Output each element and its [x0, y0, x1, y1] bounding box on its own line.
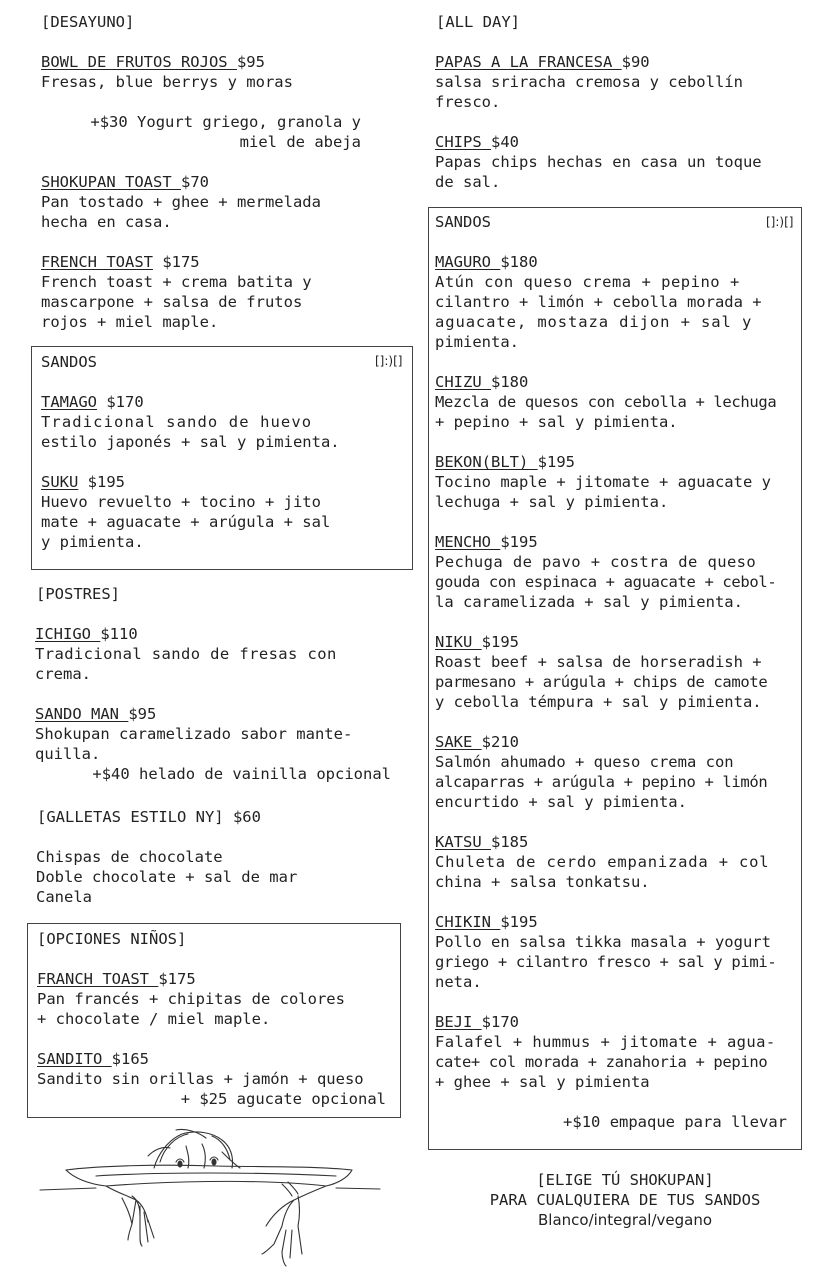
item-desc: Falafel + hummus + jitomate + agua-: [435, 1033, 776, 1051]
item-desc: Pan tostado + ghee + mermelada: [41, 193, 321, 211]
item-desc: neta.: [435, 973, 482, 991]
item-price: $110: [100, 625, 138, 643]
item-extra: +$40 helado de vainilla opcional: [92, 765, 391, 783]
item-price: $165: [111, 1050, 149, 1068]
menu-item-title: [37, 969, 196, 989]
menu-item-title: [435, 132, 519, 152]
menu-item-title: [41, 392, 144, 412]
item-name: FRENCH TOAST: [41, 253, 153, 271]
item-desc: fresco.: [435, 93, 501, 111]
item-desc: Tradicional sando de huevo: [41, 413, 313, 431]
item-desc: alcaparras + arúgula + pepino + limón: [435, 773, 768, 791]
takeaway-note: +$10 empaque para llevar: [563, 1113, 787, 1131]
item-price: $195: [500, 533, 538, 551]
item-desc: + ghee + sal y pimienta: [435, 1073, 650, 1091]
menu-item-title: [41, 52, 265, 72]
item-desc: rojos + miel maple.: [41, 313, 219, 331]
item-desc: salsa sriracha cremosa y cebollín: [435, 73, 743, 91]
desserts-header: [POSTRES]: [36, 585, 120, 603]
menu-item-title: [435, 252, 538, 272]
item-price: $180: [491, 373, 529, 391]
item-desc: Pollo en salsa tikka masala + yogurt: [435, 933, 771, 951]
item-price: $95: [236, 53, 265, 71]
item-name: KATSU: [435, 833, 491, 851]
menu-item-title: [435, 632, 519, 652]
item-price: $90: [621, 53, 650, 71]
item-desc: mate + aguacate + arúgula + sal: [41, 513, 331, 531]
item-desc: encurtido + sal y pimienta.: [435, 793, 687, 811]
item-desc: Tocino maple + jitomate + aguacate y: [435, 473, 771, 491]
item-price: $170: [97, 393, 144, 411]
item-desc: griego + cilantro fresco + sal y pimi-: [435, 953, 777, 971]
item-name: MAGURO: [435, 253, 501, 271]
bread-choice-subtitle: PARA CUALQUIERA DE TUS SANDOS: [489, 1191, 761, 1209]
item-extra: miel de abeja: [239, 133, 361, 151]
item-desc: Roast beef + salsa de horseradish +: [435, 653, 762, 671]
item-desc: parmesano + arúgula + chips de camote: [435, 673, 768, 691]
item-desc: cate+ col morada + zanahoria + pepino: [435, 1053, 768, 1071]
sandos-header: SANDOS: [435, 213, 491, 231]
menu-item-title: [35, 704, 156, 724]
item-desc: mascarpone + salsa de frutos: [41, 293, 303, 311]
item-desc: y cebolla témpura + sal y pimienta.: [435, 693, 762, 711]
item-desc: Sandito sin orillas + jamón + queso: [37, 1070, 364, 1088]
item-price: $95: [128, 705, 157, 723]
item-name: MENCHO: [435, 533, 501, 551]
item-desc: Fresas, blue berrys y moras: [41, 73, 293, 91]
menu-item-title: [435, 832, 528, 852]
item-desc: estilo japonés + sal y pimienta.: [41, 433, 340, 451]
item-name: SANDITO: [37, 1050, 112, 1068]
menu-item-title: [435, 52, 650, 72]
menu-item-title: [435, 912, 538, 932]
item-desc: la caramelizada + sal y pimienta.: [435, 593, 743, 611]
item-name: CHIKIN: [435, 913, 501, 931]
sandos-header: SANDOS: [41, 353, 97, 371]
item-desc: crema.: [35, 665, 91, 683]
item-desc: Shokupan caramelizado sabor mante-: [35, 725, 353, 743]
item-desc: aguacate, mostaza dijon + sal y: [435, 313, 753, 331]
item-desc: + pepino + sal y pimienta.: [435, 413, 678, 431]
item-name: SHOKUPAN TOAST: [41, 173, 181, 191]
bread-choice-options: Blanco/integral/vegano: [537, 1211, 713, 1229]
item-name: BEKON(BLT): [435, 453, 538, 471]
cookies-header: [GALLETAS ESTILO NY] $60: [37, 808, 261, 826]
item-desc: Mezcla de quesos con cebolla + lechuga: [435, 393, 777, 411]
item-name: TAMAGO: [41, 393, 97, 411]
item-desc: y pimienta.: [41, 533, 144, 551]
item-name: ICHIGO: [35, 625, 101, 643]
item-price: $195: [537, 453, 575, 471]
cookie-flavor: Chispas de chocolate: [36, 848, 223, 866]
item-desc: quilla.: [35, 745, 101, 763]
menu-item-title: [41, 172, 209, 192]
kids-header: [OPCIONES NIÑOS]: [37, 930, 187, 948]
emote-icon: []:)[]: [766, 215, 794, 229]
item-desc: Huevo revuelto + tocino + jito: [41, 493, 321, 511]
item-price: $175: [158, 970, 196, 988]
menu-item-title: [435, 452, 575, 472]
menu-item-title: [435, 532, 538, 552]
item-desc: Pan francés + chipitas de colores: [37, 990, 345, 1008]
item-name: FRANCH TOAST: [37, 970, 159, 988]
person-at-table-illustration: [36, 1126, 384, 1270]
item-desc: gouda con espinaca + aguacate + cebol-: [435, 573, 777, 591]
menu-item-title: [435, 732, 519, 752]
item-price: $175: [152, 253, 200, 271]
item-name: PAPAS A LA FRANCESA: [435, 53, 622, 71]
item-price: $40: [491, 133, 519, 151]
item-price: $70: [180, 173, 209, 191]
item-name: BEJI: [435, 1013, 482, 1031]
emote-icon: []:)[]: [375, 354, 403, 368]
item-name: NIKU: [435, 633, 482, 651]
item-desc: lechuga + sal y pimienta.: [435, 493, 669, 511]
item-desc: Atún con queso crema + pepino +: [435, 273, 740, 291]
item-price: $170: [481, 1013, 519, 1031]
item-desc: + chocolate / miel maple.: [37, 1010, 271, 1028]
item-desc: Chuleta de cerdo empanizada + col: [435, 853, 770, 871]
bread-choice-title: [ELIGE TÚ SHOKUPAN]: [536, 1171, 714, 1189]
item-name: BOWL DE FRUTOS ROJOS: [41, 53, 237, 71]
item-desc: de sal.: [435, 173, 501, 191]
all-day-header: [ALL DAY]: [436, 13, 520, 31]
item-desc: cilantro + limón + cebolla morada +: [435, 293, 762, 311]
item-extra: + $25 agucate opcional: [180, 1090, 386, 1108]
menu-item-title: [37, 1049, 149, 1069]
item-desc: Tradicional sando de fresas con: [35, 645, 337, 663]
item-price: $195: [78, 473, 125, 491]
item-name: SAKE: [435, 733, 482, 751]
item-price: $185: [491, 833, 529, 851]
item-name: CHIZU: [435, 373, 491, 391]
item-price: $195: [500, 913, 538, 931]
item-extra: +$30 Yogurt griego, granola y: [90, 113, 361, 131]
cookie-flavor: Doble chocolate + sal de mar: [36, 868, 298, 886]
menu-item-title: [35, 624, 138, 644]
item-desc: hecha en casa.: [41, 213, 172, 231]
item-price: $210: [481, 733, 519, 751]
item-name: CHIPS: [435, 133, 491, 151]
menu-item-title: [435, 372, 528, 392]
item-desc: pimienta.: [435, 333, 519, 351]
menu-item-title: [41, 252, 200, 272]
item-name: SANDO MAN: [35, 705, 129, 723]
item-name: SUKU: [41, 473, 79, 491]
item-desc: Papas chips hechas en casa un toque: [435, 153, 762, 171]
item-desc: Salmón ahumado + queso crema con: [435, 753, 734, 771]
menu-item-title: [41, 472, 125, 492]
item-price: $180: [500, 253, 538, 271]
item-desc: china + salsa tonkatsu.: [435, 873, 650, 891]
cookie-flavor: Canela: [36, 888, 92, 906]
item-price: $195: [481, 633, 519, 651]
breakfast-header: [DESAYUNO]: [41, 13, 135, 31]
item-desc: French toast + crema batita y: [41, 273, 312, 291]
item-desc: Pechuga de pavo + costra de queso: [435, 553, 757, 571]
menu-item-title: [435, 1012, 519, 1032]
